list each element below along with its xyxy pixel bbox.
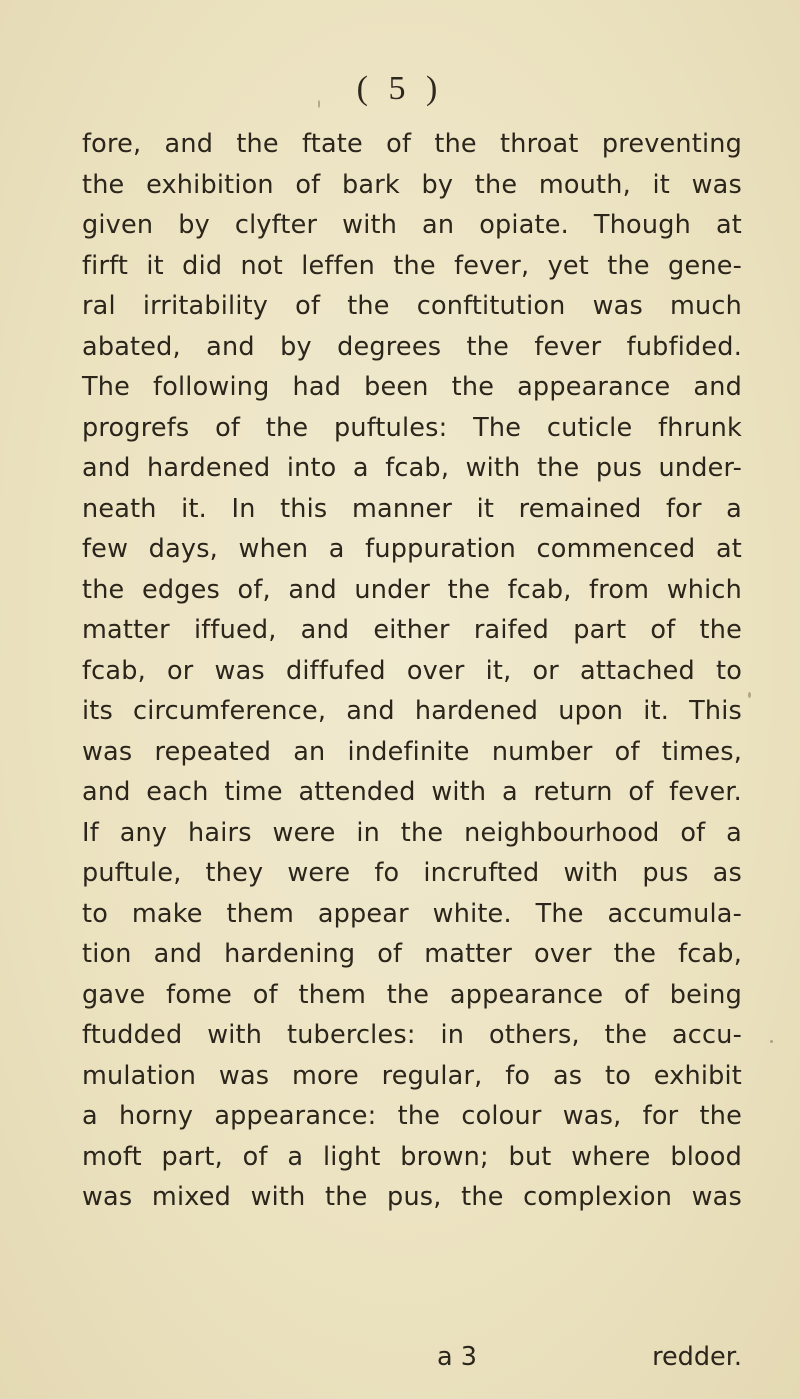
text-line: and each time attended with a return of fever. bbox=[82, 777, 742, 807]
text-line: matter iffued, and either raifed part of the bbox=[82, 615, 742, 645]
text-line: The following had been the appearance and bbox=[82, 372, 742, 402]
text-line: ftudded with tubercles: in others, the accu- bbox=[82, 1020, 742, 1050]
page-number: ( 5 ) bbox=[356, 70, 444, 107]
text-line: gave fome of them the appearance of being bbox=[82, 979, 742, 1010]
text-line: puftule, they were fo incrufted with pus as bbox=[82, 858, 742, 888]
text-line: progrefs of the puftules: The cuticle fhrunk bbox=[82, 412, 742, 443]
text-line: a horny appearance: the colour was, for the bbox=[82, 1101, 742, 1131]
text-line: mulation was more regular, fo as to exhibit bbox=[82, 1060, 742, 1091]
text-line: firft it did not leffen the fever, yet the gene- bbox=[82, 250, 742, 281]
text-line: tion and hardening of matter over the fcab, bbox=[82, 939, 742, 969]
paper-speck bbox=[748, 692, 751, 698]
text-line: fore, and the ftate of the throat preventing bbox=[82, 129, 742, 159]
text-line: neath it. In this manner it remained for a bbox=[82, 493, 742, 524]
text-line: given by clyfter with an opiate. Though at bbox=[82, 210, 742, 240]
catchword: redder. bbox=[652, 1342, 742, 1372]
signature-mark: a 3 bbox=[437, 1342, 477, 1372]
paper-speck bbox=[770, 1040, 773, 1043]
text-line: If any hairs were in the neighbourhood of a bbox=[82, 817, 742, 848]
text-line: the exhibition of bark by the mouth, it was bbox=[82, 169, 742, 200]
page-footer bbox=[82, 1342, 742, 1378]
text-line: its circumference, and hardened upon it. This bbox=[82, 696, 742, 726]
text-line: fcab, or was diffufed over it, or attached to bbox=[82, 655, 742, 686]
text-line: and hardened into a fcab, with the pus under- bbox=[82, 453, 742, 483]
text-line: to make them appear white. The accumula- bbox=[82, 898, 742, 929]
text-line: was mixed with the pus, the complexion was bbox=[82, 1182, 742, 1212]
body-text bbox=[82, 124, 742, 1218]
text-line: abated, and by degrees the fever fubfided. bbox=[82, 331, 742, 362]
text-line: moft part, of a light brown; but where blood bbox=[82, 1141, 742, 1172]
text-line: ral irritability of the conftitution was much bbox=[82, 291, 742, 321]
paper-speck bbox=[318, 100, 320, 108]
text-line: was repeated an indefinite number of times, bbox=[82, 736, 742, 767]
text-line: the edges of, and under the fcab, from which bbox=[82, 574, 742, 605]
text-line: few days, when a fuppuration commenced at bbox=[82, 534, 742, 564]
